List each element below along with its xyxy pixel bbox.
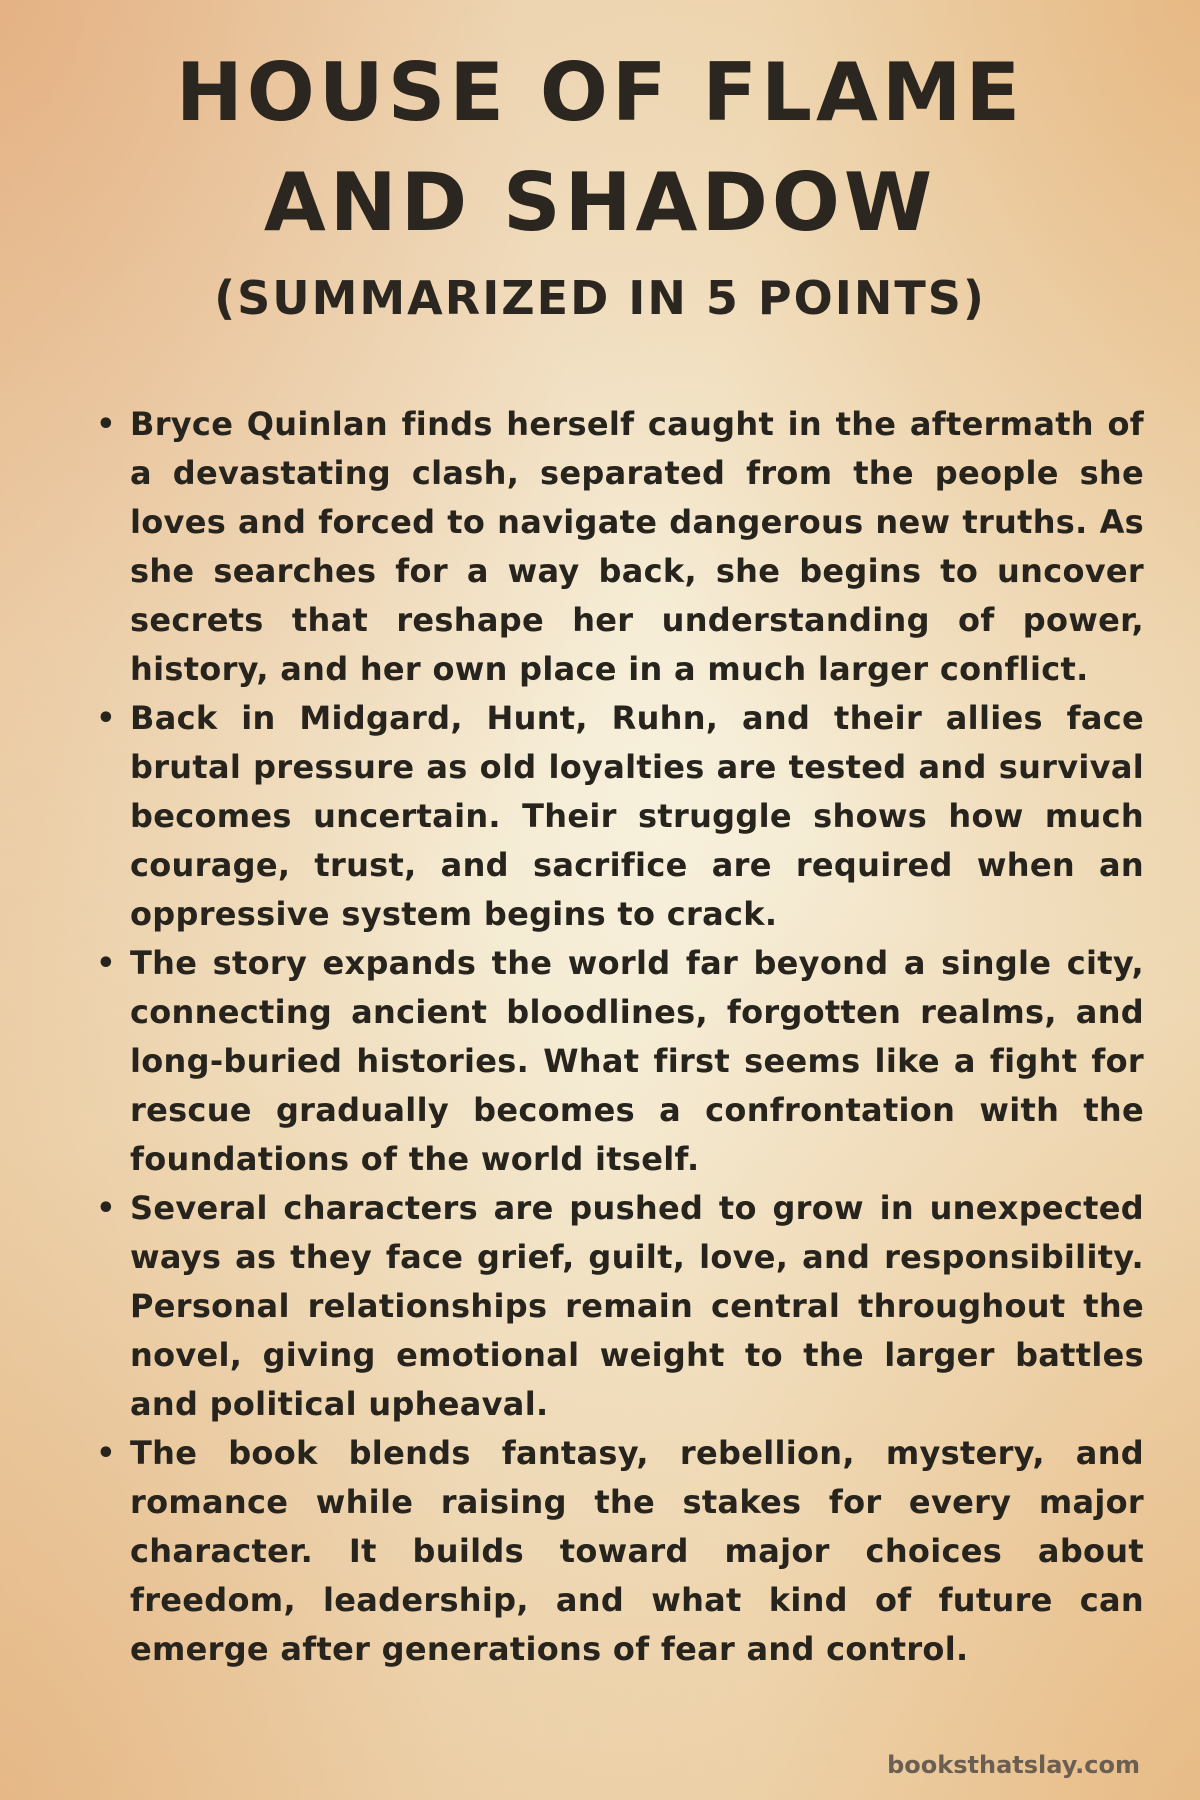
summary-points-list bbox=[94, 400, 1144, 1674]
summary-point-text: The book blends fantasy, rebellion, mystery, and romance while raising the stakes for every major character. It builds toward major choices about freedom, leadership, and what kind of future can emerge after generations of fear and control. bbox=[130, 1434, 1144, 1668]
source-credit: booksthatslay.com bbox=[887, 1751, 1140, 1779]
summary-point-1 bbox=[94, 400, 1144, 694]
bullet-icon: • bbox=[96, 407, 116, 442]
summary-point-text: Back in Midgard, Hunt, Ruhn, and their allies face brutal pressure as old loyalties are tested and survival becomes uncertain. Their struggle shows how much courage, trust, and sacrifice are required when an oppressive system begins to crack. bbox=[130, 699, 1144, 933]
summary-point-5 bbox=[94, 1429, 1144, 1674]
page-title: HOUSE OF FLAME AND SHADOW bbox=[175, 46, 1025, 249]
bullet-icon: • bbox=[96, 701, 116, 736]
summary-point-2 bbox=[94, 694, 1144, 939]
bullet-icon: • bbox=[96, 1436, 116, 1471]
summary-point-3 bbox=[94, 939, 1144, 1184]
summary-point-text: Bryce Quinlan finds herself caught in the aftermath of a devastating clash, separated from the people she loves and forced to navigate dangerous new truths. As she searches for a way back, she begins to uncover secrets that reshape her understanding of power, history, and her own place in a much larger conflict. bbox=[130, 405, 1144, 688]
bullet-icon: • bbox=[96, 946, 116, 981]
summary-point-4 bbox=[94, 1184, 1144, 1429]
summary-point-text: Several characters are pushed to grow in unexpected ways as they face grief, guilt, love, and responsibility. Personal relationships remain central throughout the novel, giving emotional weight to the larger battles and political upheaval. bbox=[130, 1189, 1144, 1423]
page-subtitle: (SUMMARIZED IN 5 POINTS) bbox=[214, 271, 986, 325]
summary-point-text: The story expands the world far beyond a single city, connecting ancient bloodlines, forgotten realms, and long-buried histories. What first seems like a fight for rescue gradually becomes a confrontation with the foundations of the world itself. bbox=[130, 944, 1144, 1178]
bullet-icon: • bbox=[96, 1191, 116, 1226]
